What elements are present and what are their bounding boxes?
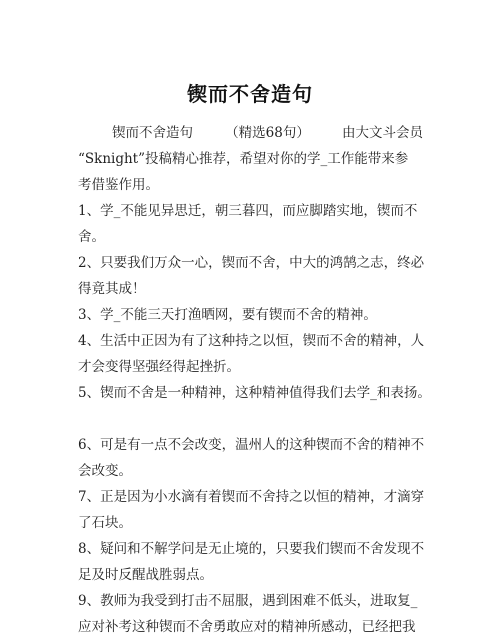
sentence-7-line-2: 了石块。 — [78, 515, 132, 531]
page-title: 锲而不舍造句 — [187, 82, 313, 106]
sentence-9-line-2: 应对补考这种锲而不舍勇敢应对的精神所感动，已经把我 — [78, 619, 416, 635]
sentence-1-line-1: 1、学_不能见异思迁，朝三暮四，而应脚踏实地，锲而不 — [78, 203, 418, 219]
intro-line-3: 考借鉴作用。 — [78, 177, 159, 193]
sentence-2-line-1: 2、只要我们万众一心，锲而不舍，中大的鸿鹄之志，终必 — [78, 255, 425, 271]
intro-line-2: “Sknight”投稿精心推荐，希望对你的学_工作能带来参 — [78, 151, 409, 167]
sentence-2-line-2: 得竟其成！ — [78, 281, 146, 297]
sentence-6-line-2: 会改变。 — [78, 463, 132, 479]
sentence-4-line-2: 才会变得坚强经得起挫折。 — [78, 359, 240, 375]
sentence-9-line-1: 9、教师为我受到打击不屈服，遇到困难不低头，进取复_ — [78, 593, 418, 609]
sentence-6-line-1: 6、可是有一点不会改变，温州人的这种锲而不舍的精神不 — [78, 437, 425, 453]
sentence-4-line-1: 4、生活中正因为有了这种持之以恒，锲而不舍的精神，人 — [78, 333, 425, 349]
intro-name: 锲而不舍造句 — [112, 125, 193, 141]
sentence-8-line-2: 足及时反醒战胜弱点。 — [78, 567, 213, 583]
sentence-8-line-1: 8、疑问和不解学问是无止境的，只要我们锲而不舍发现不 — [78, 541, 425, 557]
paragraph-gap — [78, 406, 423, 432]
intro-line — [78, 120, 423, 146]
sentence-1-line-2: 舍。 — [78, 229, 105, 245]
sentence-3-line-1: 3、学_不能三天打渔晒网，要有锲而不舍的精神。 — [78, 307, 377, 323]
intro-author: 由大文斗会员 — [342, 125, 423, 141]
sentence-5-line-1: 5、锲而不舍是一种精神，这种精神值得我们去学_和表扬。 — [78, 385, 431, 401]
sentence-7-line-1: 7、正是因为小水滴有着锲而不舍持之以恒的精神，才滴穿 — [78, 489, 425, 505]
document-body — [78, 120, 431, 637]
intro-count: （精选68句） — [225, 125, 310, 141]
